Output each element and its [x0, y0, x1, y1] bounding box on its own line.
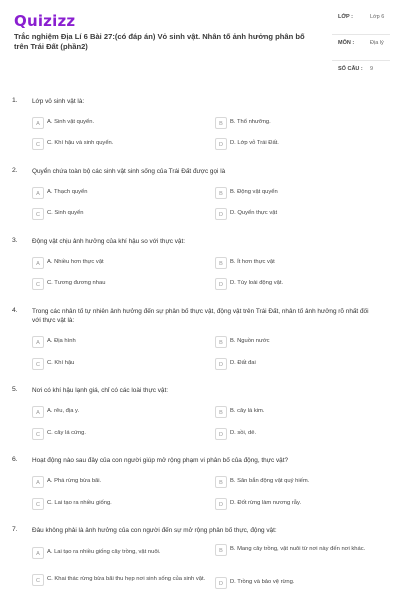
option-text: C. Khí hậu	[47, 360, 75, 366]
option-text: A. Thạch quyển	[47, 189, 88, 195]
option-b[interactable]	[215, 544, 385, 558]
worksheet-title: Trắc nghiệm Địa Lí 6 Bài 27:(có đáp án) Vỏ sinh vật. Nhân tố ảnh hưởng phân bố trên Trái Đất (phần2)	[14, 32, 305, 51]
meta-count-value: 9	[370, 66, 374, 72]
question-text: Quyển chứa toàn bộ các sinh vật sinh sống của Trái Đất được gọi là	[32, 168, 226, 175]
quizizz-logo: Quizizz	[14, 12, 76, 30]
option-letter: A	[32, 336, 44, 348]
question-number: 4.	[12, 307, 18, 314]
option-text: A. Lai tạo ra nhiều giống cây trồng, vật nuôi.	[47, 549, 161, 555]
option-text: B. Nguồn nước	[230, 338, 270, 344]
option-text: C. Khai thác rừng bừa bãi thu hẹp nơi sinh sống của sinh vật.	[47, 576, 206, 582]
option-a[interactable]	[32, 257, 202, 271]
meta-count-label: SỐ CÂU :	[338, 66, 363, 72]
option-letter: D	[215, 208, 227, 220]
question-text: Nơi có khí hậu lạnh giá, chỉ có các loài thực vật:	[32, 387, 168, 394]
option-text: C. Tương đương nhau	[47, 280, 106, 286]
option-letter: B	[215, 187, 227, 199]
question-text: Trong các nhân tố tự nhiên ảnh hưởng đến sự phân bố thực vật, động vật trên Trái Đất, nhân tố ảnh hưởng rõ nhất đối với thực vật là:	[32, 308, 369, 324]
option-letter: C	[32, 138, 44, 150]
option-text: B. Động vật quyển	[230, 189, 278, 195]
option-text: D. Trồng và bảo vệ rừng.	[230, 579, 295, 585]
meta-subject-label: MÔN :	[338, 40, 355, 46]
option-letter: D	[215, 138, 227, 150]
option-text: A. Nhiều hơn thực vật	[47, 259, 104, 265]
option-letter: A	[32, 117, 44, 129]
option-letter: C	[32, 208, 44, 220]
option-b[interactable]	[215, 406, 385, 420]
option-b[interactable]	[215, 476, 385, 490]
option-d[interactable]	[215, 498, 385, 512]
option-text: B. Thổ nhưỡng.	[230, 119, 271, 125]
worksheet-header	[0, 0, 400, 82]
option-text: A. Địa hình	[47, 338, 76, 344]
option-letter: C	[32, 498, 44, 510]
option-text: D. Lớp vỏ Trái Đất.	[230, 140, 279, 146]
option-c[interactable]	[32, 208, 202, 222]
option-letter: A	[32, 406, 44, 418]
meta-subject-value: Địa lý	[370, 40, 384, 46]
meta-class-value: Lớp 6	[370, 14, 385, 20]
option-letter: A	[32, 547, 44, 559]
option-a[interactable]	[32, 406, 202, 420]
option-d[interactable]	[215, 138, 385, 152]
question-number: 6.	[12, 456, 18, 463]
worksheet-meta	[332, 10, 390, 76]
option-text: D. Quyển thực vật	[230, 210, 278, 216]
meta-divider	[332, 34, 390, 35]
option-letter: A	[32, 476, 44, 488]
option-a[interactable]	[32, 476, 202, 490]
option-text: C. Sinh quyển	[47, 210, 84, 216]
option-c[interactable]	[32, 574, 206, 588]
option-d[interactable]	[215, 577, 385, 591]
option-letter: D	[215, 428, 227, 440]
meta-class-label: LỚP :	[338, 14, 353, 20]
option-letter: A	[32, 257, 44, 269]
option-text: A. Phá rừng bừa bãi.	[47, 478, 102, 484]
option-text: C. Lai tạo ra nhiều giống.	[47, 500, 112, 506]
question-number: 7.	[12, 526, 18, 533]
question-number: 5.	[12, 386, 18, 393]
option-text: D. Đốt rừng làm nương rẫy.	[230, 500, 302, 506]
option-letter: D	[215, 358, 227, 370]
option-d[interactable]	[215, 278, 385, 292]
option-c[interactable]	[32, 138, 202, 152]
option-a[interactable]	[32, 117, 202, 131]
question-text: Hoạt động nào sau đây của con người giúp mở rộng phạm vi phân bố của động, thực vật?	[32, 457, 289, 464]
option-a[interactable]	[32, 547, 202, 561]
option-c[interactable]	[32, 278, 202, 292]
option-c[interactable]	[32, 428, 202, 442]
option-text: B. Săn bắn động vật quý hiếm.	[230, 478, 310, 484]
option-letter: D	[215, 278, 227, 290]
option-text: B. Mang cây trồng, vật nuôi từ nơi này đến nơi khác.	[230, 546, 366, 552]
option-text: C. cây lá cứng.	[47, 430, 86, 436]
option-c[interactable]	[32, 358, 202, 372]
option-text: C. Khí hậu và sinh quyển.	[47, 140, 114, 146]
option-letter: C	[32, 358, 44, 370]
meta-divider	[332, 60, 390, 61]
question-number: 2.	[12, 167, 18, 174]
option-letter: D	[215, 577, 227, 589]
option-text: A. Sinh vật quyển.	[47, 119, 95, 125]
option-d[interactable]	[215, 428, 385, 442]
option-d[interactable]	[215, 358, 385, 372]
option-letter: B	[215, 117, 227, 129]
option-letter: A	[32, 187, 44, 199]
option-text: D. sồi, dẻ.	[230, 430, 257, 436]
option-letter: D	[215, 498, 227, 510]
option-text: D. Tùy loài động vật.	[230, 280, 284, 286]
option-text: B. Ít hơn thực vật	[230, 259, 275, 265]
option-d[interactable]	[215, 208, 385, 222]
question-text: Đâu không phải là ảnh hưởng của con người đến sự mở rộng phân bố thực, động vật:	[32, 527, 277, 534]
option-text: B. cây lá kim.	[230, 408, 265, 414]
option-b[interactable]	[215, 117, 385, 131]
option-text: A. rêu, địa y.	[47, 408, 80, 414]
option-b[interactable]	[215, 187, 385, 201]
question-text: Động vật chịu ảnh hưởng của khí hậu so với thực vật:	[32, 238, 186, 245]
option-letter: B	[215, 257, 227, 269]
option-a[interactable]	[32, 187, 202, 201]
option-letter: C	[32, 428, 44, 440]
option-b[interactable]	[215, 257, 385, 271]
option-b[interactable]	[215, 336, 385, 350]
option-letter: B	[215, 336, 227, 348]
question-number: 3.	[12, 237, 18, 244]
option-c[interactable]	[32, 498, 202, 512]
question-number: 1.	[12, 97, 18, 104]
option-a[interactable]	[32, 336, 202, 350]
option-letter: B	[215, 544, 227, 556]
option-letter: C	[32, 278, 44, 290]
option-letter: C	[32, 574, 44, 586]
question-text: Lớp vỏ sinh vật là:	[32, 98, 85, 105]
option-text: D. Đất đai	[230, 360, 256, 366]
option-letter: B	[215, 476, 227, 488]
option-letter: B	[215, 406, 227, 418]
